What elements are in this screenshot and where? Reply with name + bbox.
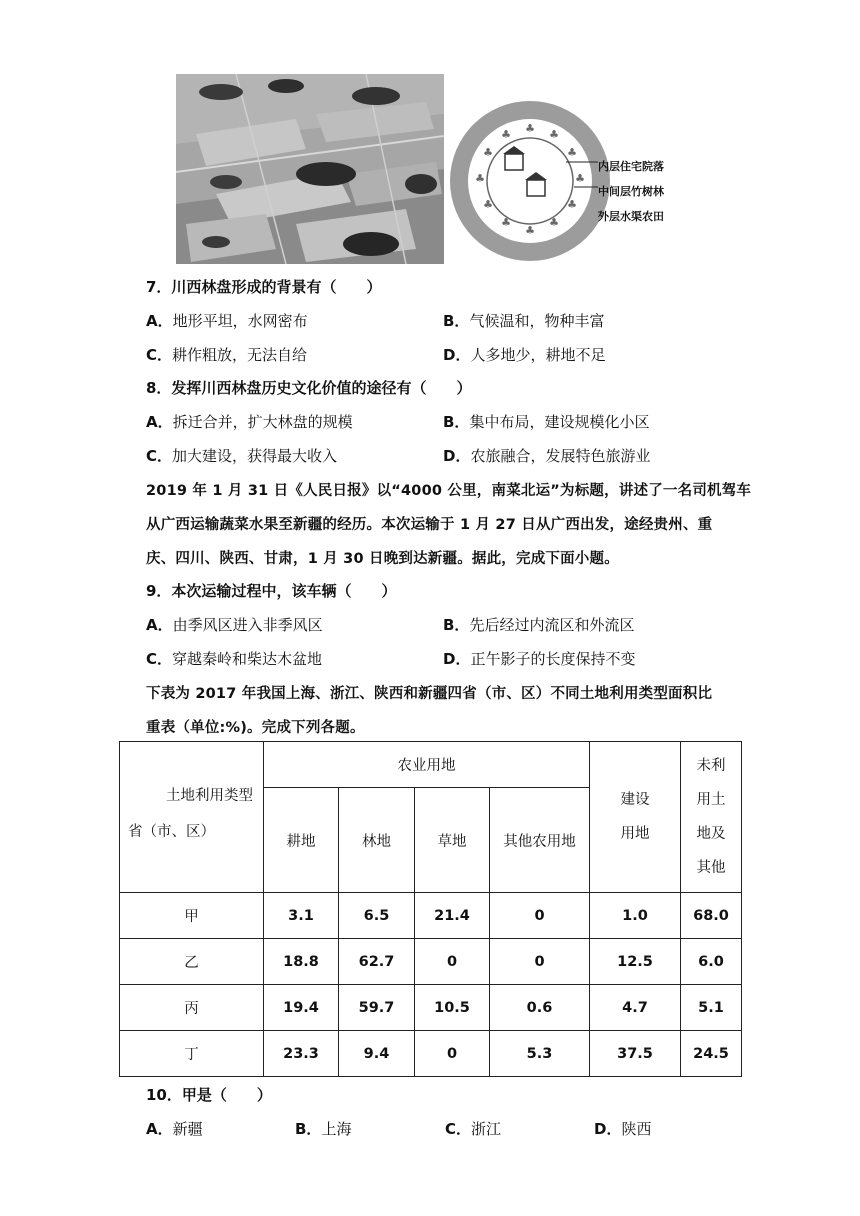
svg-text:♣: ♣ <box>567 198 577 211</box>
table-cell: 68.0 <box>681 893 742 939</box>
table-cell: 0 <box>490 893 590 939</box>
passage-1-line-2: 从广西运输蔬菜水果至新疆的经历。本次运输于 1 月 27 日从广西出发，途经贵州、重 <box>146 517 713 533</box>
question-7-option-b[interactable]: B．气候温和，物种丰富 <box>443 312 605 330</box>
table-cell: 0 <box>490 939 590 985</box>
table-cell: 23.3 <box>264 1031 339 1077</box>
table-cell: 59.7 <box>339 985 415 1031</box>
land-use-table <box>119 741 742 1077</box>
diagram-label-middle: 中间层竹树林 <box>598 185 664 198</box>
table-cell: 6.0 <box>681 939 742 985</box>
svg-text:♣: ♣ <box>575 172 585 185</box>
svg-text:♣: ♣ <box>567 146 577 159</box>
table-corner-header <box>120 742 264 893</box>
svg-text:♣: ♣ <box>525 224 535 237</box>
question-10-option-c[interactable]: C．浙江 <box>445 1120 502 1138</box>
question-10-stem: 10．甲是（ ） <box>146 1086 272 1104</box>
table-cell: 62.7 <box>339 939 415 985</box>
linpan-structure-diagram <box>448 96 688 266</box>
forest-land-header: 林地 <box>339 788 415 893</box>
cultivated-land-header: 耕地 <box>264 788 339 893</box>
table-row <box>120 893 742 939</box>
construction-land-header: 建设 用地 <box>590 742 681 893</box>
aerial-photo <box>176 74 444 264</box>
svg-text:♣: ♣ <box>549 128 559 141</box>
table-row <box>120 939 742 985</box>
passage-2-line-2: 重表（单位:%)。完成下列各题。 <box>146 720 365 736</box>
passage-1-line-1: 2019 年 1 月 31 日《人民日报》以“4000 公里，南菜北运”为标题，讲述了一名司机驾车 <box>146 483 752 499</box>
table-cell: 6.5 <box>339 893 415 939</box>
question-9-option-d[interactable]: D．正午影子的长度保持不变 <box>443 650 636 668</box>
question-10-option-a[interactable]: A．新疆 <box>146 1120 203 1138</box>
question-9-stem: 9．本次运输过程中，该车辆（ ） <box>146 582 397 600</box>
svg-text:♣: ♣ <box>483 146 493 159</box>
passage-1-line-3: 庆、四川、陕西、甘肃，1 月 30 日晚到达新疆。据此，完成下面小题。 <box>146 551 619 567</box>
table-cell: 37.5 <box>590 1031 681 1077</box>
question-8-option-b[interactable]: B．集中布局，建设规模化小区 <box>443 413 650 431</box>
svg-text:♣: ♣ <box>501 128 511 141</box>
svg-text:♣: ♣ <box>549 216 559 229</box>
table-cell: 5.3 <box>490 1031 590 1077</box>
question-8-stem: 8．发挥川西林盘历史文化价值的途径有（ ） <box>146 379 472 397</box>
table-cell: 5.1 <box>681 985 742 1031</box>
question-9-option-b[interactable]: B．先后经过内流区和外流区 <box>443 616 635 634</box>
table-cell: 21.4 <box>415 893 490 939</box>
svg-text:♣: ♣ <box>525 122 535 135</box>
passage-2-line-1: 下表为 2017 年我国上海、浙江、陕西和新疆四省（市、区）不同土地利用类型面积比 <box>146 686 713 702</box>
table-cell: 19.4 <box>264 985 339 1031</box>
question-7-option-d[interactable]: D．人多地少，耕地不足 <box>443 346 606 364</box>
table-cell: 0 <box>415 939 490 985</box>
question-8-option-c[interactable]: C．加大建设，获得最大收入 <box>146 447 338 465</box>
question-9-option-a[interactable]: A．由季风区进入非季风区 <box>146 616 323 634</box>
table-row <box>120 985 742 1031</box>
table-cell: 4.7 <box>590 985 681 1031</box>
table-cell: 0 <box>415 1031 490 1077</box>
question-9-option-c[interactable]: C．穿越秦岭和柴达木盆地 <box>146 650 323 668</box>
question-7-option-c[interactable]: C．耕作粗放，无法自给 <box>146 346 308 364</box>
table-row <box>120 1031 742 1077</box>
row-name: 甲 <box>120 893 264 939</box>
question-7-stem: 7．川西林盘形成的背景有（ ） <box>146 278 382 296</box>
table-cell: 3.1 <box>264 893 339 939</box>
table-cell: 24.5 <box>681 1031 742 1077</box>
diagram-label-outer: 外层水渠农田 <box>598 210 664 223</box>
svg-text:♣: ♣ <box>483 198 493 211</box>
table-cell: 0.6 <box>490 985 590 1031</box>
unused-land-header: 未利 用土 地及 其他 <box>681 742 742 893</box>
diagram-label-inner: 内层住宅院落 <box>598 160 664 173</box>
question-10-option-b[interactable]: B．上海 <box>295 1120 352 1138</box>
question-7-option-a[interactable]: A．地形平坦，水网密布 <box>146 312 308 330</box>
corner-land-type-label: 土地利用类型 <box>166 788 253 804</box>
table-cell: 12.5 <box>590 939 681 985</box>
question-8-option-d[interactable]: D．农旅融合，发展特色旅游业 <box>443 447 651 465</box>
question-10-option-d[interactable]: D．陕西 <box>594 1120 652 1138</box>
table-cell: 1.0 <box>590 893 681 939</box>
row-name: 丁 <box>120 1031 264 1077</box>
table-cell: 18.8 <box>264 939 339 985</box>
table-cell: 10.5 <box>415 985 490 1031</box>
table-cell: 9.4 <box>339 1031 415 1077</box>
other-agri-land-header: 其他农用地 <box>490 788 590 893</box>
grassland-header: 草地 <box>415 788 490 893</box>
aerial-photo-image <box>176 74 444 264</box>
row-name: 乙 <box>120 939 264 985</box>
row-name: 丙 <box>120 985 264 1031</box>
svg-text:♣: ♣ <box>475 172 485 185</box>
corner-province-label: 省（市、区） <box>128 824 215 840</box>
question-8-option-a[interactable]: A．拆迁合并，扩大林盘的规模 <box>146 413 353 431</box>
agricultural-land-header: 农业用地 <box>264 742 590 788</box>
svg-text:♣: ♣ <box>501 216 511 229</box>
